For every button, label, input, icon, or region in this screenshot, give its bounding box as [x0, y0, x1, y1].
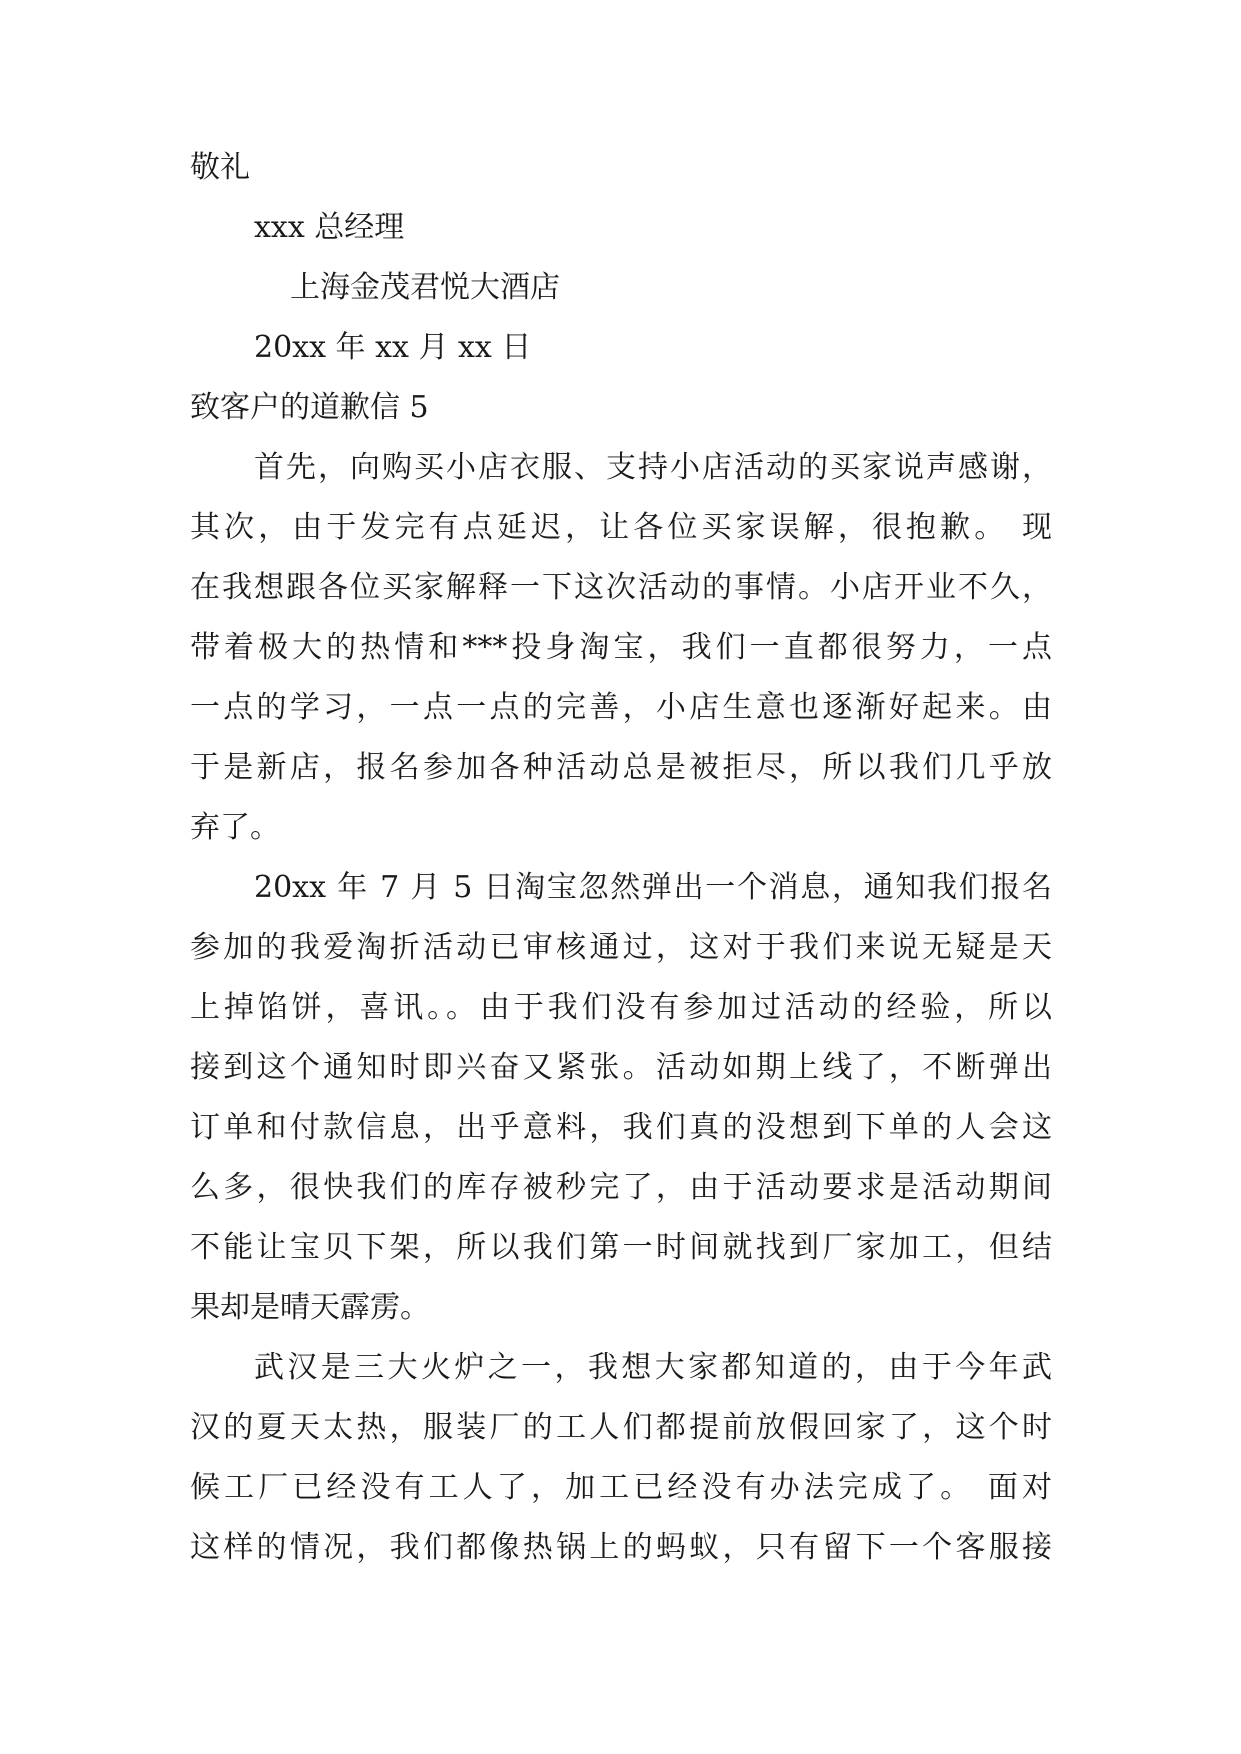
paragraph-1-line-2: 其次，由于发完有点延迟，让各位买家误解，很抱歉。 现 [190, 510, 1052, 545]
paragraph-2-line-1: 20xx 年 7 月 5 日淘宝忽然弹出一个消息，通知我们报名 [254, 870, 1052, 905]
closing-date: 20xx 年 xx 月 xx 日 [254, 330, 532, 365]
paragraph-2-line-8: 果却是晴天霹雳。 [190, 1290, 430, 1325]
paragraph-2-line-4: 接到这个通知时即兴奋又紧张。活动如期上线了，不断弹出 [190, 1050, 1052, 1085]
paragraph-2-line-6: 么多，很快我们的库存被秒完了，由于活动要求是活动期间 [190, 1170, 1052, 1205]
closing-signer: xxx 总经理 [254, 210, 405, 245]
paragraph-3-line-4: 这样的情况，我们都像热锅上的蚂蚁，只有留下一个客服接 [190, 1530, 1052, 1565]
paragraph-3-line-1: 武汉是三大火炉之一，我想大家都知道的，由于今年武 [254, 1350, 1052, 1385]
paragraph-3-line-3: 候工厂已经没有工人了，加工已经没有办法完成了。 面对 [190, 1470, 1052, 1505]
closing-organization: 上海金茂君悦大酒店 [290, 270, 560, 305]
closing-salutation: 敬礼 [190, 150, 250, 185]
paragraph-1-line-4: 带着极大的热情和***投身淘宝，我们一直都很努力，一点 [190, 630, 1052, 665]
paragraph-1-line-5: 一点的学习，一点一点的完善，小店生意也逐渐好起来。由 [190, 690, 1052, 725]
paragraph-2-line-2: 参加的我爱淘折活动已审核通过，这对于我们来说无疑是天 [190, 930, 1052, 965]
paragraph-1-line-3: 在我想跟各位买家解释一下这次活动的事情。小店开业不久， [190, 570, 1052, 605]
paragraph-2-line-7: 不能让宝贝下架，所以我们第一时间就找到厂家加工，但结 [190, 1230, 1052, 1265]
letter-title: 致客户的道歉信 5 [190, 390, 429, 425]
paragraph-1-line-7: 弃了。 [190, 810, 280, 845]
paragraph-2-line-3: 上掉馅饼，喜讯。。由于我们没有参加过活动的经验，所以 [190, 990, 1052, 1025]
paragraph-3-line-2: 汉的夏天太热，服装厂的工人们都提前放假回家了，这个时 [190, 1410, 1052, 1445]
paragraph-1-line-6: 于是新店，报名参加各种活动总是被拒尽，所以我们几乎放 [190, 750, 1052, 785]
paragraph-1-line-1: 首先，向购买小店衣服、支持小店活动的买家说声感谢， [254, 450, 1052, 485]
paragraph-2-line-5: 订单和付款信息，出乎意料，我们真的没想到下单的人会这 [190, 1110, 1052, 1145]
